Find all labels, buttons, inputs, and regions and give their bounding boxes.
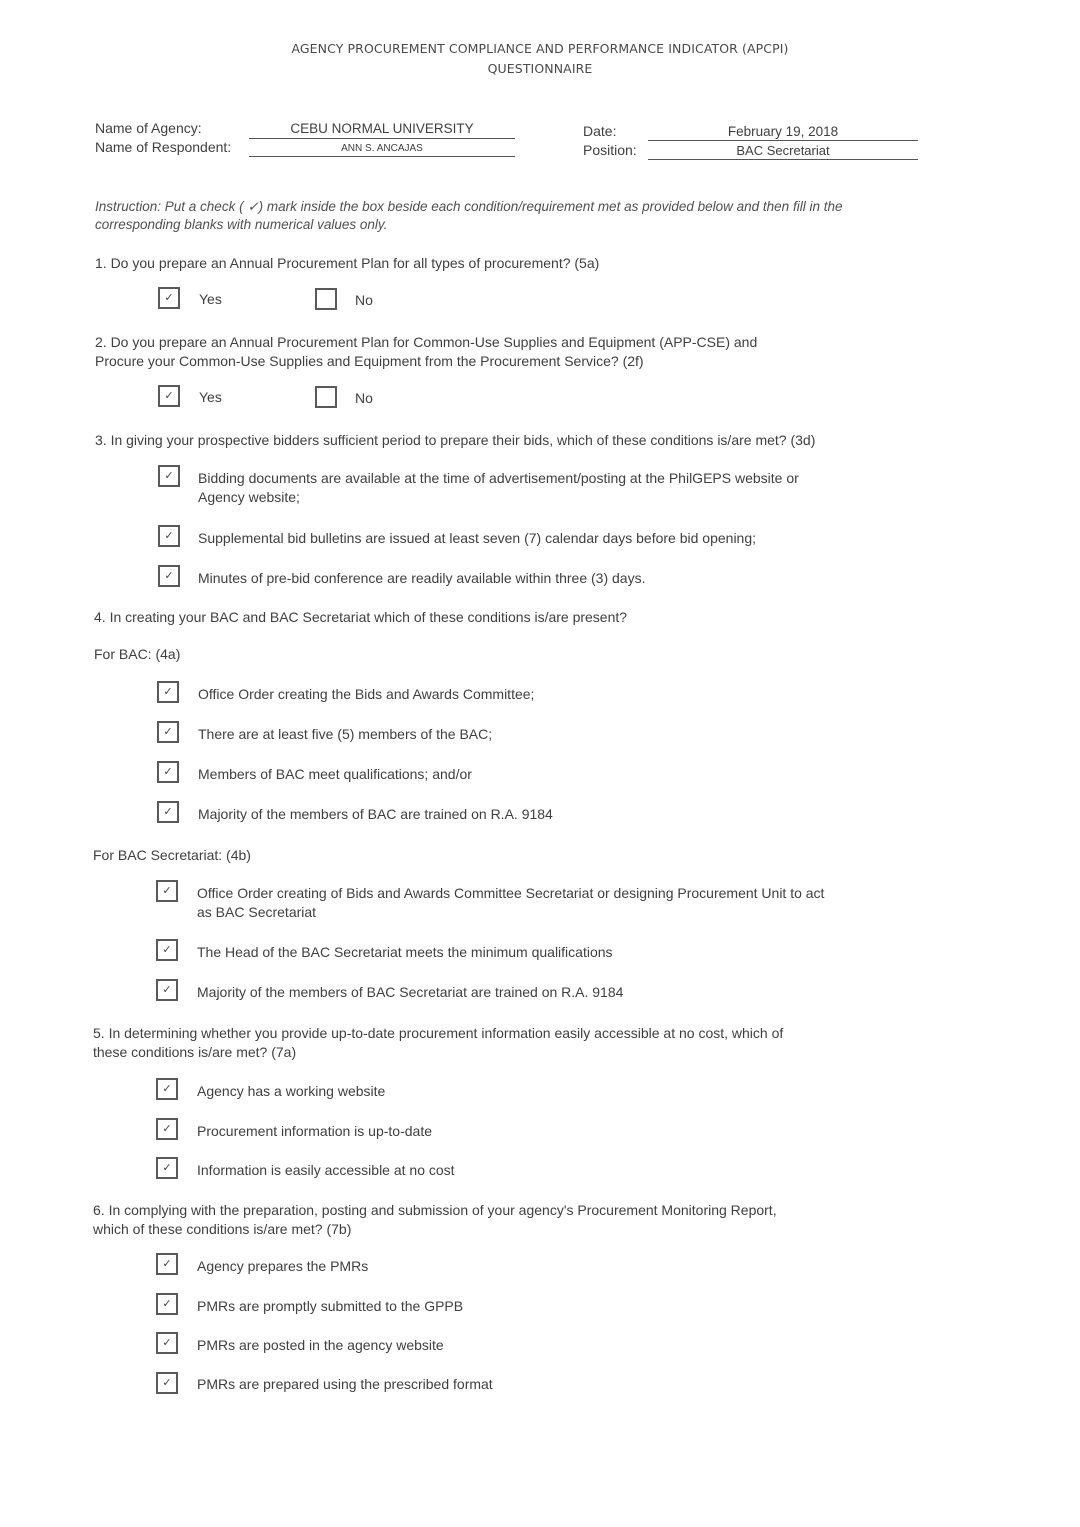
q4a-option-3-checkbox[interactable] — [157, 761, 179, 783]
q2-no-label: No — [355, 390, 373, 406]
q4a-option-1-label: Office Order creating the Bids and Awards Committee; — [198, 686, 535, 702]
check-icon: ✓ — [163, 726, 173, 738]
check-icon: ✓ — [162, 1083, 172, 1095]
question-3: 3. In giving your prospective bidders sufficient period to prepare their bids, which of these conditions is/are met? (3d) — [95, 432, 816, 448]
check-icon: ✓ — [162, 1298, 172, 1310]
check-icon: ✓ — [163, 806, 173, 818]
agency-field[interactable]: CEBU NORMAL UNIVERSITY — [249, 121, 515, 139]
check-icon: ✓ — [164, 470, 174, 482]
q5-option-3-checkbox[interactable] — [156, 1157, 178, 1179]
instruction-text: Instruction: Put a check ( ✓) mark inside the box beside each condition/requirement met as provided below and then fill in the corresponding blanks with numerical values only. — [95, 199, 843, 232]
check-icon: ✓ — [162, 1258, 172, 1270]
q2-yes-label: Yes — [199, 389, 222, 405]
question-2: 2. Do you prepare an Annual Procurement Plan for Common-Use Supplies and Equipment (APP-CSE) and Procure your Common-Use Supplies and Equipment from the Procurement Service? (2f) — [95, 334, 758, 369]
check-icon: ✓ — [162, 984, 172, 996]
q4a-option-2-checkbox[interactable] — [157, 721, 179, 743]
q5-option-3-label: Information is easily accessible at no cost — [197, 1162, 455, 1178]
q5-option-1-checkbox[interactable] — [156, 1078, 178, 1100]
q4b-heading: For BAC Secretariat: (4b) — [93, 847, 251, 863]
check-icon: ✓ — [162, 1337, 172, 1349]
q6-option-4-checkbox[interactable] — [156, 1372, 178, 1394]
check-icon: ✓ — [162, 1162, 172, 1174]
q4b-option-2-checkbox[interactable] — [156, 939, 178, 961]
q4b-option-3-label: Majority of the members of BAC Secretariat are trained on R.A. 9184 — [197, 984, 624, 1000]
q6-option-1-label: Agency prepares the PMRs — [197, 1258, 369, 1274]
respondent-field[interactable]: ANN S. ANCAJAS — [249, 143, 515, 157]
check-icon: ✓ — [164, 390, 174, 402]
question-1: 1. Do you prepare an Annual Procurement Plan for all types of procurement? (5a) — [95, 255, 600, 271]
q4a-option-1-checkbox[interactable] — [157, 681, 179, 703]
check-icon: ✓ — [162, 1123, 172, 1135]
q6-option-3-label: PMRs are posted in the agency website — [197, 1337, 444, 1353]
q4b-option-3-checkbox[interactable] — [156, 979, 178, 1001]
q6-option-4-label: PMRs are prepared using the prescribed format — [197, 1376, 493, 1392]
q6-option-2-checkbox[interactable] — [156, 1293, 178, 1315]
position-label: Position: — [583, 142, 637, 158]
q6-option-3-checkbox[interactable] — [156, 1332, 178, 1354]
q4b-option-1-label: Office Order creating of Bids and Awards Committee Secretariat or designing Procurement Unit to act as BAC Secretariat — [197, 885, 825, 920]
q3-option-2-checkbox[interactable] — [158, 525, 180, 547]
q3-option-3-label: Minutes of pre-bid conference are readily available within three (3) days. — [198, 570, 646, 586]
q3-option-3-checkbox[interactable] — [158, 565, 180, 587]
question-6: 6. In complying with the preparation, posting and submission of your agency's Procurement Monitoring Report, which of these conditions is/are met? (7b) — [93, 1202, 777, 1237]
q3-option-2-label: Supplemental bid bulletins are issued at least seven (7) calendar days before bid opening; — [198, 530, 757, 546]
q2-yes-checkbox[interactable] — [158, 385, 180, 407]
q4a-option-4-checkbox[interactable] — [157, 801, 179, 823]
agency-label: Name of Agency: — [95, 120, 202, 136]
check-icon: ✓ — [163, 686, 173, 698]
position-field[interactable]: BAC Secretariat — [648, 143, 918, 160]
q6-option-2-label: PMRs are promptly submitted to the GPPB — [197, 1298, 464, 1314]
check-icon: ✓ — [162, 944, 172, 956]
q5-option-2-label: Procurement information is up-to-date — [197, 1123, 432, 1139]
q2-no-checkbox[interactable] — [315, 386, 337, 408]
date-label: Date: — [583, 123, 617, 139]
check-icon: ✓ — [164, 570, 174, 582]
check-icon: ✓ — [162, 885, 172, 897]
q6-option-1-checkbox[interactable] — [156, 1253, 178, 1275]
q1-no-checkbox[interactable] — [315, 288, 337, 310]
q3-option-1-checkbox[interactable] — [158, 465, 180, 487]
q1-yes-checkbox[interactable] — [158, 287, 180, 309]
question-4: 4. In creating your BAC and BAC Secretariat which of these conditions is/are present? — [94, 609, 628, 625]
q4b-option-1-checkbox[interactable] — [156, 880, 178, 902]
check-icon: ✓ — [164, 292, 174, 304]
q4b-option-2-label: The Head of the BAC Secretariat meets the minimum qualifications — [197, 944, 613, 960]
q5-option-1-label: Agency has a working website — [197, 1083, 386, 1099]
q4a-option-4-label: Majority of the members of BAC are trained on R.A. 9184 — [198, 806, 553, 822]
check-icon: ✓ — [164, 530, 174, 542]
q4a-option-2-label: There are at least five (5) members of the BAC; — [198, 726, 493, 742]
q3-option-1-label: Bidding documents are available at the time of advertisement/posting at the PhilGEPS website or Agency website; — [198, 470, 799, 505]
q1-yes-label: Yes — [199, 291, 222, 307]
date-field[interactable]: February 19, 2018 — [648, 124, 918, 141]
document-title: AGENCY PROCUREMENT COMPLIANCE AND PERFORMANCE INDICATOR (APCPI) — [291, 41, 789, 56]
check-icon: ✓ — [163, 766, 173, 778]
q4a-option-3-label: Members of BAC meet qualifications; and/or — [198, 766, 472, 782]
question-5: 5. In determining whether you provide up-to-date procurement information easily accessible at no cost, which of these conditions is/are met? (7a) — [93, 1025, 784, 1060]
q1-no-label: No — [355, 292, 373, 308]
document-subtitle: QUESTIONNAIRE — [487, 61, 593, 76]
respondent-label: Name of Respondent: — [95, 139, 232, 155]
check-icon: ✓ — [162, 1377, 172, 1389]
q5-option-2-checkbox[interactable] — [156, 1118, 178, 1140]
q4a-heading: For BAC: (4a) — [94, 646, 181, 662]
